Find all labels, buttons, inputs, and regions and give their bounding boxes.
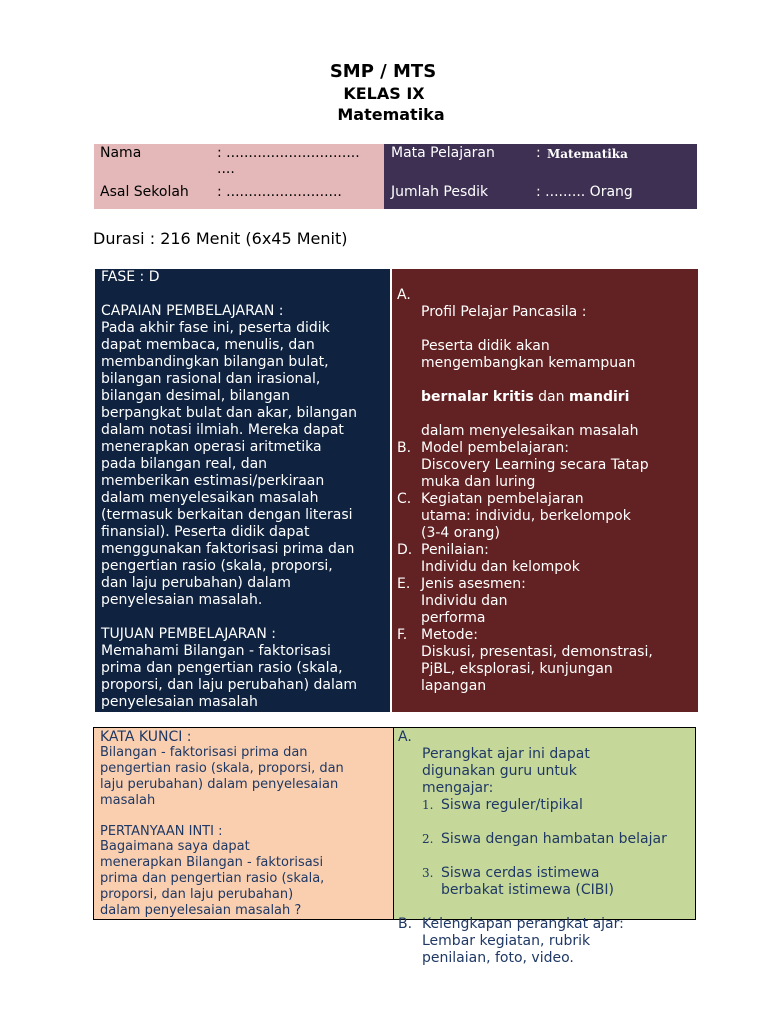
capaian-title: CAPAIAN PEMBELAJARAN : (101, 303, 284, 319)
duration-text: Durasi : 216 Menit (6x45 Menit) (93, 229, 348, 248)
metode-text: Metode: Diskusi, presentasi, demonstrasi, PjBL, eksplorasi, kunjungan lapangan (421, 627, 653, 694)
doc-title-subject: Matematika (337, 105, 445, 124)
learning-outcomes-box (95, 269, 390, 712)
tools-box (393, 727, 696, 966)
sub-number: 1. (422, 798, 434, 812)
sub-item (422, 831, 695, 848)
list-item-asesmen (397, 576, 698, 627)
perangkat-text: Perangkat ajar ini dapat digunakan guru untuk mengajar: (422, 746, 590, 796)
list-marker: F. (397, 627, 408, 643)
capaian-body: Pada akhir fase ini, peserta didik dapat membaca, menulis, dan membandingkan bilangan bulat, bilangan rasional dan irasional, bilangan desimal, bilangan berpangkat bulat dan akar, bilangan dalam notasi ilmiah. Mereka dapat menerapkan operasi aritmetika pada bilangan real, dan memberikan estimasi/perkiraan dalam menyelesaikan masalah (termasuk berkaitan dengan literasi finansial). Peserta didik dapat menggunakan faktorisasi prima dan pengertian rasio (skala, proporsi, dan laju perubahan) dalam penyelesaian masalah. (101, 320, 357, 608)
profil-title: Profil Pelajar Pancasila : (421, 304, 587, 320)
list-marker: D. (397, 542, 413, 558)
list-marker: A. (398, 729, 412, 745)
sub-text: Siswa reguler/tipikal (441, 797, 583, 813)
list-marker: E. (397, 576, 411, 592)
list-item-kelengkapan (398, 916, 695, 967)
sub-text: Siswa cerdas istimewa berbakat istimewa (CIBI) (441, 865, 614, 898)
sub-item (422, 797, 695, 814)
identity-table (94, 144, 697, 209)
list-marker: B. (398, 916, 413, 932)
asal-sekolah-value: : .......................... (217, 184, 342, 200)
kata-kunci-title: KATA KUNCI : (100, 729, 192, 745)
list-item-model (397, 440, 698, 491)
jumlah-pesdik-value: : ......... Orang (536, 184, 633, 200)
doc-title-school: SMP / MTS (329, 61, 437, 82)
list-item-penilaian (397, 542, 698, 576)
sub-item (422, 865, 695, 899)
kegiatan-text: Kegiatan pembelajaran utama: individu, berkelompok (3-4 orang) (421, 491, 631, 541)
profil-text-end: dalam menyelesaikan masalah (421, 423, 639, 439)
asal-sekolah-label: Asal Sekolah (100, 184, 189, 200)
penilaian-text: Penilaian: Individu dan kelompok (421, 542, 580, 575)
model-text: Model pembelajaran: Discovery Learning secara Tatap muka dan luring (421, 440, 649, 490)
asesmen-text: Jenis asesmen: Individu dan performa (421, 576, 526, 626)
identity-left-cell (94, 144, 384, 209)
jumlah-pesdik-label: Jumlah Pesdik (391, 184, 489, 200)
list-marker: C. (397, 491, 412, 507)
profil-bold-kritis: bernalar kritis (421, 389, 534, 405)
mata-pelajaran-label: Mata Pelajaran (391, 145, 495, 161)
profil-bold-mandiri: mandiri (568, 389, 630, 405)
list-item-metode (397, 627, 698, 695)
list-item-profil (397, 287, 698, 440)
fase-label: FASE : D (101, 269, 160, 285)
profil-dan: dan (533, 389, 569, 405)
profil-text: Peserta didik akan mengembangkan kemampuan (421, 338, 636, 371)
sub-text: Siswa dengan hambatan belajar (441, 831, 667, 847)
pertanyaan-inti-title: PERTANYAAN INTI : (100, 824, 223, 839)
nama-label: Nama (100, 145, 142, 161)
nama-value: : .............................. .... (217, 145, 360, 177)
mata-pelajaran-colon: : (536, 145, 541, 161)
doc-title-class: KELAS IX (343, 84, 425, 103)
list-item-kegiatan (397, 491, 698, 542)
mata-pelajaran-value: Matematika (547, 147, 628, 161)
sub-number: 3. (422, 866, 434, 880)
tujuan-body: Memahami Bilangan - faktorisasi prima dan pengertian rasio (skala, proporsi, dan laju perubahan) dalam penyelesaian masalah (101, 643, 358, 710)
kata-kunci-body: Bilangan - faktorisasi prima dan pengertian rasio (skala, proporsi, dan laju perubahan) dalam penyelesaian masalah (100, 745, 344, 808)
learning-profile-box (392, 269, 698, 712)
sub-number: 2. (422, 832, 434, 846)
keywords-box (93, 727, 394, 920)
identity-right-cell (384, 144, 697, 209)
tujuan-title: TUJUAN PEMBELAJARAN : (101, 626, 277, 642)
kelengkapan-text: Kelengkapan perangkat ajar: Lembar kegiatan, rubrik penilaian, foto, video. (422, 916, 624, 966)
list-item-perangkat (398, 729, 695, 916)
list-marker: B. (397, 440, 412, 456)
list-marker: A. (397, 287, 411, 303)
pertanyaan-inti-body: Bagaimana saya dapat menerapkan Bilangan - faktorisasi prima dan pengertian rasio (skala, proporsi, dan laju perubahan) dalam penyelesaian masalah ? (100, 839, 325, 918)
